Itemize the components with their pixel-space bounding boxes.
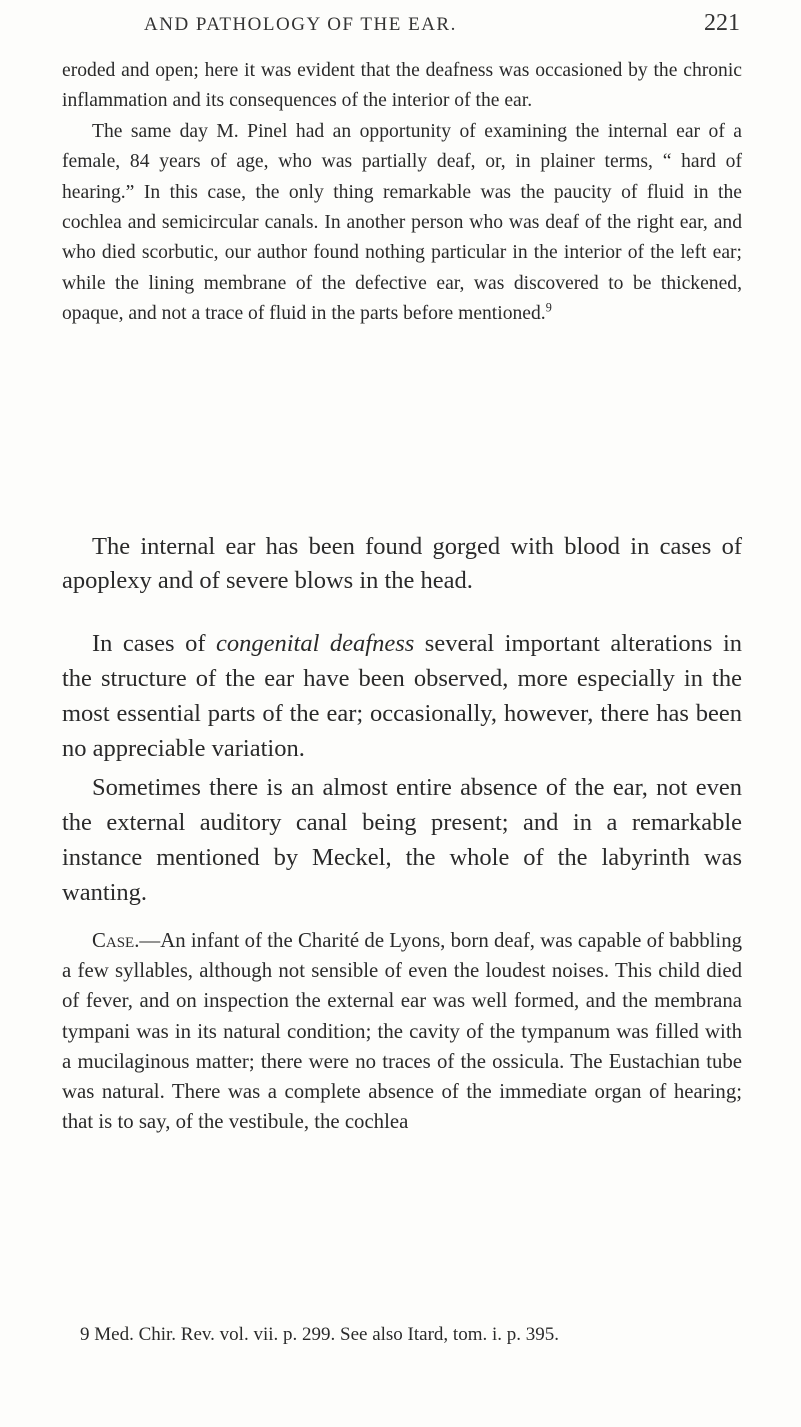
page-number: 221 — [704, 10, 740, 36]
paragraph-congenital-rest: several important alterations in the structure of the ear have been observed, more especially in the most essential parts of the ear; occasionally, however, there has been no appreciable variation. — [62, 630, 743, 762]
paragraph-case — [62, 926, 742, 1137]
paragraph-absence: Sometimes there is an almost entire absence of the ear, not even the external auditory canal being present; and in a remarkable instance mentioned by Meckel, the whole of the labyrinth was wanting. — [62, 774, 742, 906]
paragraph-pinel — [62, 117, 742, 330]
case-text: —An infant of the Charité de Lyons, born deaf, was capable of babbling a few syllables, although not sensible of even the loudest noises. This child died of fever, and on inspection the external ear was well formed, and the membrana tympani was in its natural condition; the cavity of the tympanum was filled with a mucilaginous matter; there were no traces of the ossicula. The Eustachian tube was natural. There was a complete absence of the immediate organ of hearing; that is to say, of the vestibule, the cochlea — [62, 929, 742, 1134]
footnote-number: 9 — [80, 1324, 90, 1345]
body-text-apoplexy — [62, 530, 742, 598]
page-header — [60, 10, 740, 40]
paragraph-apoplexy: The internal ear has been found gorged with blood in cases of apoplexy and of severe blows in the head. — [62, 533, 742, 594]
paragraph-congenital-lead: In cases of — [92, 630, 216, 657]
paragraph-continuation: eroded and open; here it was evident that the deafness was occasioned by the chronic inflammation and its consequences of the interior of the ear. — [62, 60, 742, 112]
body-text-case — [62, 926, 742, 1137]
paragraph-pinel-text: The same day M. Pinel had an opportunity of examining the internal ear of a female, 84 years of age, who was partially deaf, or, in plainer terms, “ hard of hearing.” In this case, the only thing remarkable was the paucity of fluid in the cochlea and semicircular canals. In another person who was deaf of the right ear, and who died scorbutic, our author found nothing particular in the interior of the left ear; while the lining membrane of the defective ear, was discovered to be thickened, opaque, and not a trace of fluid in the parts before mentioned. — [62, 120, 742, 325]
paragraph-congenital — [62, 626, 742, 766]
body-text-upper — [62, 56, 742, 330]
footnote — [80, 1322, 740, 1348]
body-text-congenital — [62, 626, 742, 910]
term-congenital-deafness: congenital deafness — [216, 630, 415, 657]
footnote-reference: 9 — [545, 300, 552, 315]
case-label: Case. — [92, 929, 140, 952]
running-head: AND PATHOLOGY OF THE EAR. — [144, 14, 457, 35]
footnote-text: Med. Chir. Rev. vol. vii. p. 299. See also Itard, tom. i. p. 395. — [89, 1324, 560, 1345]
